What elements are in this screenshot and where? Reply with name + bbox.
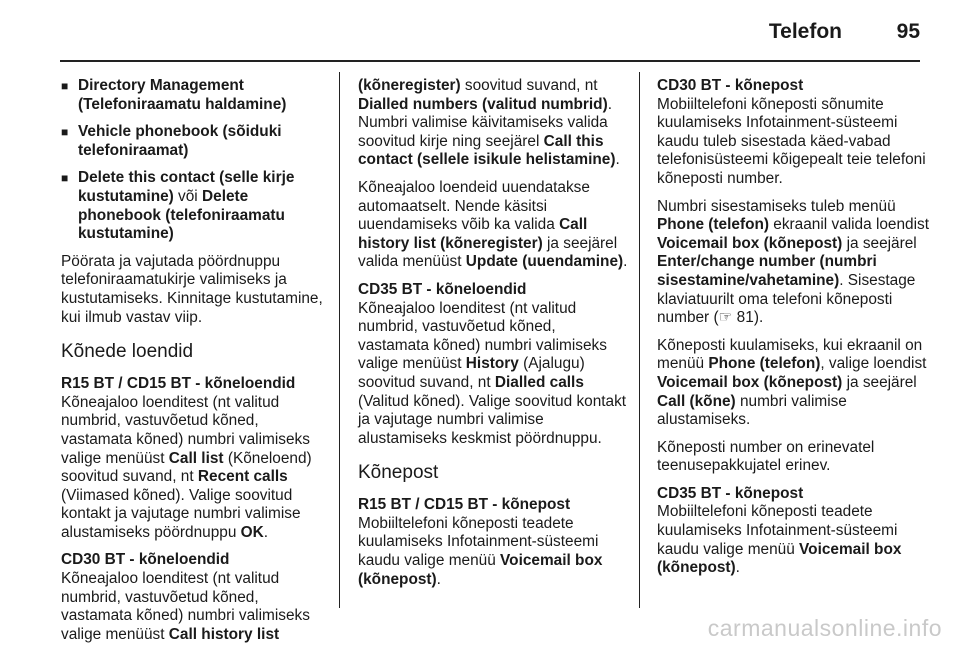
bullet-square-icon: ■ <box>61 125 69 140</box>
subheading: CD35 BT - kõnepost <box>657 484 804 502</box>
menu-option-list <box>61 77 333 244</box>
column-divider-2 <box>639 72 640 608</box>
page-reference[interactable]: 81 <box>732 309 754 327</box>
header-rule <box>60 60 920 62</box>
column-2 <box>358 77 630 598</box>
list-item: ■ Delete this contact (selle kirje kustutamine) või Delete phonebook (telefoniraamatu kustutamine) <box>61 169 295 243</box>
body-paragraph: Kõneajaloo loenditest (nt valitud numbrid, vastuvõetud kõned, vastamata kõned) numbri valimiseks valige menüüst Call history list <box>61 570 310 643</box>
subheading: CD35 BT - kõneloendid <box>358 280 527 298</box>
body-paragraph: (kõneregister) soovitud suvand, nt Dialled numbers (valitud numbrid). Numbri valimise käivitamiseks valida soovitud kirje ning seejärel Call this contact (sellele isikule helistamine). <box>358 77 620 169</box>
body-paragraph: Mobiiltelefoni kõneposti teadete kuulamiseks Infotainment-süsteemi kaudu valige menüü Voicemail box (kõnepost). <box>358 514 603 588</box>
list-item: ■ Vehicle phonebook (sõiduki telefoniraamat) <box>61 123 282 159</box>
column-1 <box>61 77 333 653</box>
body-paragraph: Kõneposti number on erinevatel teenusepakkujatel erinev. <box>657 438 875 475</box>
subheading: R15 BT / CD15 BT - kõnepost <box>358 496 571 514</box>
bullet-square-icon: ■ <box>61 171 69 186</box>
column-3 <box>657 77 932 587</box>
watermark: carmanualsonline.info <box>707 615 942 641</box>
body-paragraph: Kõneajaloo loenditest (nt valitud numbrid, vastuvõetud kõned, vastamata kõned) numbri valimiseks valige menüüst History (Ajalugu) soovitud suvand, nt Dialled calls (Valitud kõned). Valige soovitud kontakt ja vajutage numbri valimise alustamiseks keskmist pöördnuppu. <box>358 299 627 447</box>
body-paragraph: Mobiiltelefoni kõneposti teadete kuulamiseks Infotainment-süsteemi kaudu valige menüü Voicemail box (kõnepost). <box>657 503 902 577</box>
subheading: R15 BT / CD15 BT - kõneloendid <box>61 375 296 393</box>
running-title: Telefon <box>768 20 842 43</box>
subheading: CD30 BT - kõnepost <box>657 77 804 94</box>
page-header <box>0 0 960 62</box>
body-paragraph: Numbri sisestamiseks tuleb menüü Phone (telefon) ekraanil valida loendist Voicemail box (kõnepost) ja seejärel Enter/change number (numbri sisestamine/vahetamine). Sisestage klaviatuurilt oma telefoni kõneposti number (☞ 81). <box>657 197 930 327</box>
page-reference-icon: ☞ <box>718 309 733 327</box>
body-paragraph: Mobiiltelefoni kõneposti sõnumite kuulamiseks Infotainment-süsteemi kaudu tuleb sisestada käed-vabad telefonisüsteemi kõigepealt teie telefoni kõneposti number. <box>657 95 926 187</box>
body-paragraph: Kõneposti kuulamiseks, kui ekraanil on menüü Phone (telefon), valige loendist Voicemail box (kõnepost) ja seejärel Call (kõne) numbri valimise alustamiseks. <box>657 336 927 429</box>
bullet-square-icon: ■ <box>61 79 69 93</box>
body-paragraph: Pöörata ja vajutada pöördnuppu telefoniraamatukirje valimiseks ja kustutamiseks. Kinnitage kustutamine, kui ilmub vastav viip. <box>61 252 323 326</box>
section-heading: Kõnepost <box>358 462 439 484</box>
section-heading: Kõnede loendid <box>61 341 194 363</box>
page-number: 95 <box>896 20 920 43</box>
subheading: CD30 BT - kõneloendid <box>61 551 230 569</box>
list-item: ■ Directory Management (Telefoniraamatu haldamine) <box>61 77 287 113</box>
column-divider-1 <box>339 72 340 608</box>
body-paragraph: Kõneajaloo loendeid uuendatakse automaatselt. Nende käsitsi uuendamiseks võib ka valida Call history list (kõneregister) ja seejärel valida menüüst Update (uuendamine). <box>358 178 628 271</box>
body-paragraph: Kõneajaloo loenditest (nt valitud numbrid, vastuvõetud kõned, vastamata kõned) numbri valimiseks valige menüüst Call list (Kõneloend) soovitud suvand, nt Recent calls (Viimased kõned). Valige soovitud kontakt ja vajutage numbri valimise alustamiseks pöördnuppu OK. <box>61 393 312 541</box>
